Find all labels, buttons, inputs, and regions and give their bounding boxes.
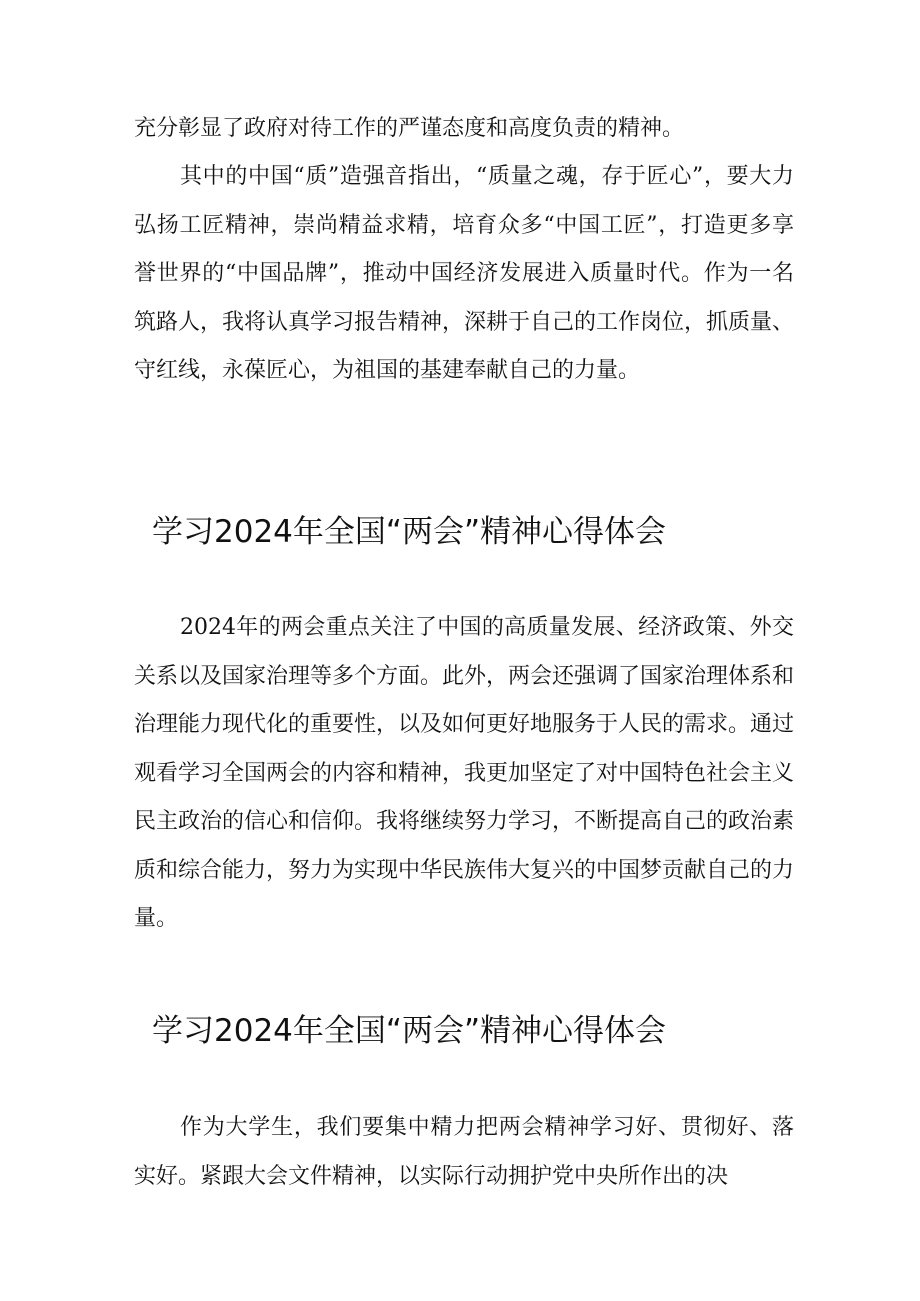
section-heading: 学习2024年全国“两会”精神心得体会 bbox=[152, 514, 667, 550]
paragraph-continuation: 充分彰显了政府对待工作的严谨态度和高度负责的精神。 bbox=[134, 116, 685, 141]
paragraph-two-sessions-focus: 2024年的两会重点关注了中国的高质量发展、经济政策、外交关系以及国家治理等多个方面。此外，两会还强调了国家治理体系和治理能力现代化的重要性，以及如何更好地服务于人民的需求。通过观看学习全国两会的内容和精神，我更加坚定了对中国特色社会主义民主政治的信心和信仰。我将继续努力学习，不断提高自己的政治素质和综合能力，努力为实现中华民族伟大复兴的中国梦贡献自己的力量。 bbox=[134, 615, 795, 931]
paragraph-craftsmanship: 其中的中国“质”造强音指出，“质量之魂，存于匠心”，要大力弘扬工匠精神，崇尚精益求精，培育众多“中国工匠”，打造更多享誉世界的“中国品牌”，推动中国经济发展进入质量时代。作为一名筑路人，我将认真学习报告精神，深耕于自己的工作岗位，抓质量、守红线，永葆匠心，为祖国的基建奉献自己的力量。 bbox=[134, 164, 795, 383]
section-heading: 学习2024年全国“两会”精神心得体会 bbox=[152, 1013, 667, 1049]
paragraph-university-students: 作为大学生，我们要集中精力把两会精神学习好、贯彻好、落实好。紧跟大会文件精神，以实际行动拥护党中央所作出的决 bbox=[134, 1115, 794, 1189]
